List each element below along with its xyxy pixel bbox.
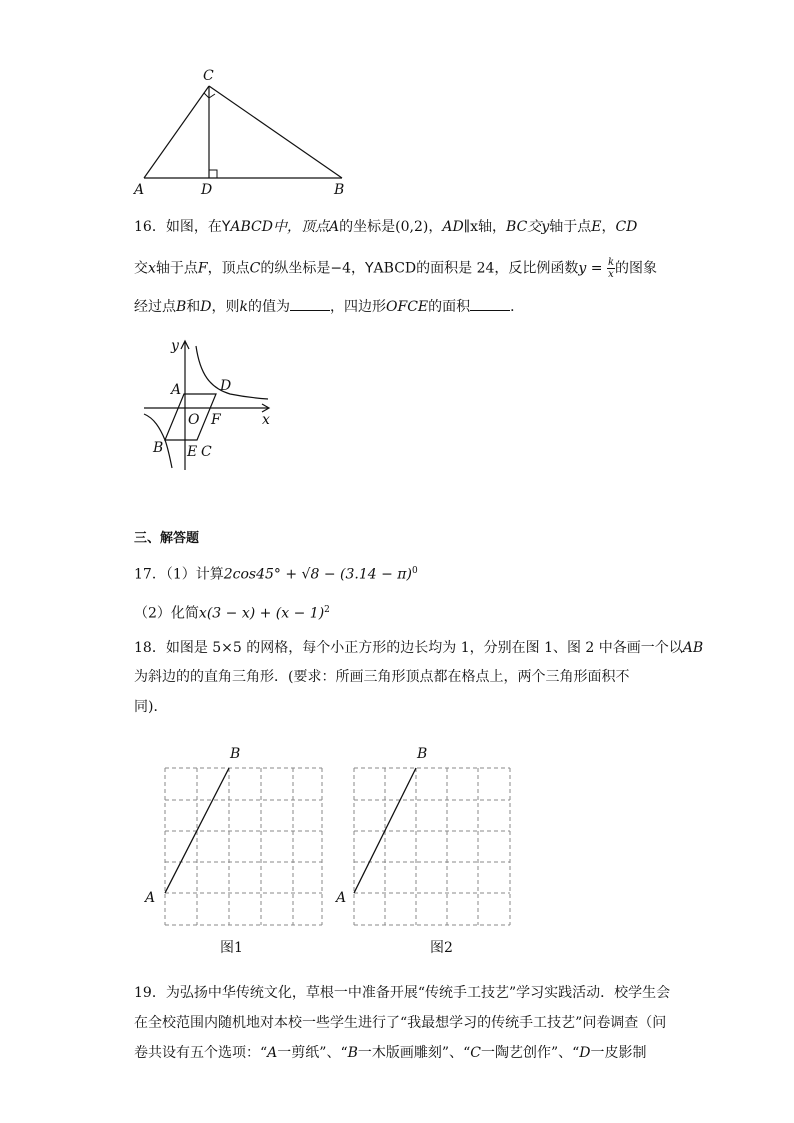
label-c: C — [203, 68, 214, 84]
label-c: C — [201, 444, 212, 460]
triangle-side-cb — [209, 86, 342, 178]
answer-blank-k[interactable] — [290, 298, 330, 311]
q19-line-2: 在全校范围内随机地对本校一些学生进行了“我最想学习的传统手工技艺”问卷调查（问 — [134, 1015, 667, 1031]
right-angle-mark-d — [209, 170, 217, 178]
q19-line-1: 19．为弘扬中华传统文化，草根一中准备开展“传统手工技艺”学习实践活动．校学生会 — [134, 985, 671, 1001]
grid1-caption: 图1 — [220, 940, 243, 956]
q16-line-2: 交x轴于点F，顶点C的纵坐标是−4，YABCD的面积是 24，反比例函数y = $\frac{k}{x}$ 的图象 — [134, 257, 658, 280]
q17-part-1: 17．（1）计算$2\cos 45^\circ + √8 - (3.14 - \pi)^0$ — [134, 566, 418, 583]
q19-line-3: 卷共设有五个选项：“A一剪纸”、“B一木版画雕刻”、“C一陶艺创作”、“D一皮影制 — [134, 1045, 647, 1061]
q18-line-2: 为斜边的的直角三角形．(要求：所画三角形顶点都在格点上，两个三角形面积不 — [134, 669, 630, 685]
q16-line-1: 16．如图，在YABCD中，顶点A的坐标是(0,2)，AD∥x轴，BC交y轴于点E，CD — [134, 219, 638, 235]
answer-blank-area[interactable] — [470, 298, 510, 311]
grid2-label-b: B — [417, 746, 428, 762]
grid1-label-b: B — [230, 746, 241, 762]
fraction-k-over-x: $\frac{k}{x}$ — [607, 257, 615, 280]
label-o: O — [188, 412, 200, 428]
grid-figure-1 — [140, 740, 330, 962]
grid2-label-a: A — [336, 890, 347, 906]
label-e: E — [187, 444, 198, 460]
label-b: B — [153, 440, 164, 456]
q16-line-3: 经过点B和D，则k的值为 ，四边形OFCE的面积 ． — [134, 299, 525, 315]
hyperbola-branch-1 — [196, 346, 268, 399]
label-d: D — [220, 378, 232, 394]
label-x: x — [262, 412, 270, 428]
label-d: D — [201, 182, 213, 198]
label-b: B — [334, 182, 345, 198]
parallelogram-symbol: Y — [221, 219, 231, 235]
grid2-caption: 图2 — [430, 940, 453, 956]
triangle-figure — [130, 64, 360, 200]
label-f: F — [211, 412, 221, 428]
section-title: 三、解答题 — [134, 531, 200, 546]
q18-line-1: 18．如图是 5×5 的网格，每个小正方形的边长均为 1，分别在图 1、图 2 中各画一个以AB — [134, 640, 704, 656]
coordinate-figure — [138, 336, 278, 476]
label-a: A — [134, 182, 145, 198]
triangle-side-ac — [144, 86, 209, 178]
label-a: A — [171, 382, 182, 398]
grid1-label-a: A — [145, 890, 156, 906]
grid-figure-2 — [330, 740, 520, 962]
label-y: y — [171, 338, 179, 354]
q17-part-2: （2）化简$x(3 - x) + (x - 1)^2$ — [134, 605, 330, 622]
q18-line-3: 同)． — [134, 699, 168, 715]
